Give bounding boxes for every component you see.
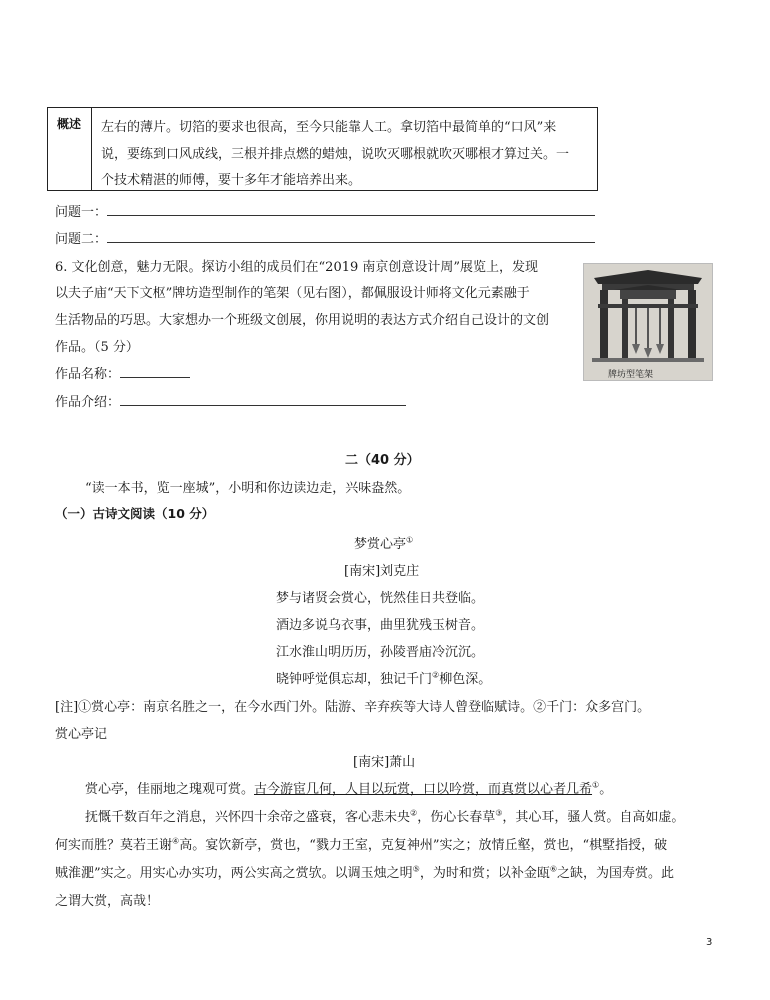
work-name-label: 作品名称： bbox=[55, 367, 121, 382]
essay-p2-l1-a: 抚慨千数百年之消息，兴怀四十余帝之盛衰，客心悲未央 bbox=[85, 810, 411, 825]
essay-p2-l1-c: ，其心耳，骚人赏。自高如虚。 bbox=[502, 810, 685, 825]
section-heading: 二（40 分） bbox=[345, 453, 420, 468]
essay-paragraph-1 bbox=[85, 778, 612, 797]
poem-line-4-note: ② bbox=[432, 670, 440, 680]
question-1-answer-line[interactable] bbox=[107, 203, 595, 216]
essay-p2-l2-b: 高。宴饮新亭，赏也，“戮力王室，克复神州”实之；放情丘壑，赏也，“棋墅指授，破 bbox=[179, 838, 668, 853]
work-name-row bbox=[55, 363, 190, 382]
work-intro-label: 作品介绍： bbox=[55, 395, 121, 410]
poem-line-2: 酒边多说乌衣事，曲里犹残玉树音。 bbox=[276, 618, 485, 633]
essay-p2-l1-note-1: ② bbox=[410, 808, 418, 818]
poem-title-text: 梦赏心亭 bbox=[354, 537, 407, 552]
essay-p1-b: 。 bbox=[599, 782, 613, 797]
essay-p2-l1-b: ，伤心长春草 bbox=[417, 810, 496, 825]
work-intro-answer-line[interactable] bbox=[120, 393, 406, 406]
table-line-1: 左右的薄片。切箔的要求也很高，至今只能靠人工。拿切箔中最简单的“口风”来 bbox=[101, 120, 557, 135]
poem-author: [南宋]刘克庄 bbox=[344, 564, 420, 579]
question-1-label: 问题一： bbox=[55, 205, 108, 220]
question-1 bbox=[55, 201, 595, 220]
essay-author: [南宋]萧山 bbox=[353, 755, 416, 770]
essay-p2-l3-note-1: ⑤ bbox=[412, 864, 420, 874]
essay-p2-line-1 bbox=[85, 806, 684, 825]
essay-p1-a: 赏心亭，佳丽地之瑰观可赏。 bbox=[85, 782, 255, 797]
table-line-3: 个技术精湛的师傅，要十多年才能培养出来。 bbox=[101, 173, 362, 188]
essay-p2-l3-note-2: ⑥ bbox=[549, 864, 558, 874]
photo-caption: 牌坊型笔架 bbox=[608, 370, 654, 380]
question-2-label: 问题二： bbox=[55, 232, 108, 247]
essay-p2-line-4: 之谓大赏，高哉！ bbox=[55, 894, 160, 909]
table-line-2: 说，要练到口风成线，三根并排点燃的蜡烛，说吹灭哪根就吹灭哪根才算过关。一 bbox=[101, 147, 570, 162]
work-intro-row bbox=[55, 391, 406, 410]
q6-line-1: 6. 文化创意，魅力无限。探访小组的成员们在“2019 南京创意设计周”展览上，发现 bbox=[55, 260, 539, 275]
poem-annotation: [注]①赏心亭：南京名胜之一，在今水西门外。陆游、辛弃疾等大诗人曾登临赋诗。②千门：众多宫门。 bbox=[55, 700, 651, 715]
table-label: 概述 bbox=[48, 108, 92, 190]
poem-title bbox=[354, 533, 413, 552]
q6-line-4: 作品。（5 分） bbox=[55, 340, 139, 355]
poem-line-4-b: 柳色深。 bbox=[439, 672, 492, 687]
essay-p1-note: ① bbox=[592, 780, 600, 790]
essay-p2-l2-note: ④ bbox=[172, 836, 180, 846]
q6-line-2: 以夫子庙“天下文枢”牌坊造型制作的笔架（见右图），都佩服设计师将文化元素融于 bbox=[55, 286, 530, 301]
paifang-illustration bbox=[584, 264, 712, 364]
essay-title: 赏心亭记 bbox=[55, 727, 108, 742]
sub-heading: （一）古诗文阅读（10 分） bbox=[55, 506, 215, 521]
q6-line-3: 生活物品的巧思。大家想办一个班级文创展，你用说明的表达方式介绍自己设计的文创 bbox=[55, 313, 550, 328]
essay-p1-underlined: 古今游宦几何，人目以玩赏，口以吟赏，而真赏以心者几希 bbox=[254, 782, 593, 797]
pen-holder-photo bbox=[583, 263, 713, 381]
page-number: 3 bbox=[706, 937, 713, 948]
essay-p2-l3-b: ，为时和赏；以补金瓯 bbox=[419, 866, 550, 881]
question-2-answer-line[interactable] bbox=[107, 230, 595, 243]
essay-p2-line-3 bbox=[55, 862, 674, 881]
essay-p2-l2-a: 何实而胜？莫若王谢 bbox=[55, 838, 173, 853]
essay-p2-line-2 bbox=[55, 834, 667, 853]
work-name-answer-line[interactable] bbox=[120, 365, 190, 378]
poem-line-4-a: 晓钟呼觉俱忘却，独记千门 bbox=[276, 672, 433, 687]
section-intro: “读一本书，览一座城”，小明和你边读边走，兴味盎然。 bbox=[85, 481, 411, 496]
poem-line-3: 江水淮山明历历，孙陵晋庙冷沉沉。 bbox=[276, 645, 485, 660]
poem-title-note: ① bbox=[406, 535, 414, 545]
poem-line-4 bbox=[276, 668, 491, 687]
essay-p2-l1-note-2: ③ bbox=[495, 808, 503, 818]
overview-table bbox=[47, 107, 598, 191]
question-2 bbox=[55, 228, 595, 247]
poem-line-1: 梦与诸贤会赏心，恍然佳日共登临。 bbox=[276, 591, 485, 606]
essay-p2-l3-c: 之缺，为国寿赏。此 bbox=[557, 866, 675, 881]
essay-p2-l3-a: 贼淮淝”实之。用实心办实功，两公实高之赏欤。以调玉烛之明 bbox=[55, 866, 413, 881]
